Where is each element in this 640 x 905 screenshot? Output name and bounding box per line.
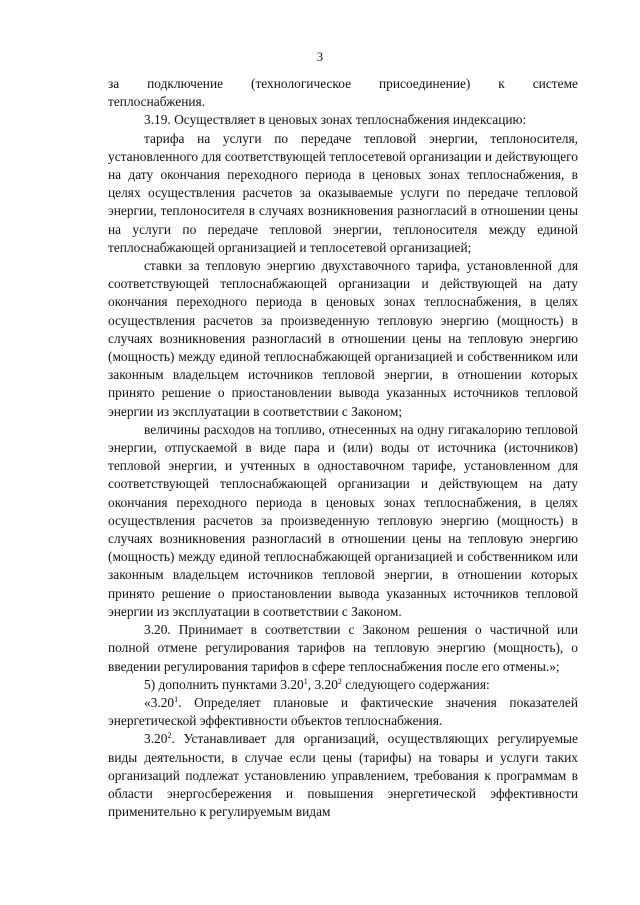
- item-5: [108, 676, 578, 694]
- item-5-suffix: следующего содержания:: [341, 676, 490, 692]
- item-5-prefix: 5) дополнить пунктами 3.20: [144, 676, 304, 692]
- paragraph-number: «3.20: [144, 694, 175, 710]
- paragraph-number: 3.20: [144, 731, 168, 747]
- superscript: 1: [303, 676, 308, 686]
- superscript: 1: [174, 694, 179, 704]
- continued-word: к: [498, 76, 505, 91]
- continued-word: (технологическое: [250, 76, 352, 91]
- continued-word: системе: [532, 76, 578, 91]
- paragraph: величины расходов на топливо, отнесенных на одну гигакалорию тепловой энергии, отпускаемой в виде пара и (или) воды от источника (источников) тепловой энергии, и учтенных в одноставочном тарифе, установленном для соответствующей теплоснабжающей организации и действующем на дату окончания переходного периода в ценовых зонах теплоснабжения, в целях осуществления расчетов за произведенную тепловую энергию (мощность) в случаях возникновения разногласий в отношении цены на тепловую энергию (мощность) между единой теплоснабжающей организацией и собственником или законным владельцем источников тепловой энергии, в отношении которых принято решение о приостановлении вывода указанных источников тепловой энергии из эксплуатации в соответствии с Законом.: [108, 421, 578, 619]
- continued-line: [108, 75, 578, 93]
- page-number: 3: [316, 50, 324, 64]
- paragraph-text: . Определяет плановые и фактические значения показателей энергетической эффективности объектов теплоснабжения.: [108, 694, 578, 729]
- paragraph-3-20-1: [108, 694, 578, 730]
- document-body: [108, 75, 578, 821]
- continued-word: за: [108, 76, 120, 91]
- paragraph-3-20: 3.20. Принимает в соответствии с Законом решения о частичной или полной отмене регулирования тарифов на тепловую энергию (мощность), о введении регулирования тарифов в сфере теплоснабжения после его отмены.»;: [108, 622, 578, 674]
- paragraph: ставки за тепловую энергию двухставочного тарифа, установленной для соответствующей теплоснабжающей организации и действующей на дату окончания переходного периода в ценовых зонах теплоснабжения, в целях осуществления расчетов за произведенную тепловую энергию (мощность) в случаях возникновения разногласий в отношении цены на тепловую энергию (мощность) между единой теплоснабжающей организацией и собственником или законным владельцем источников тепловой энергии, в отношении которых принято решение о приостановлении вывода указанных источников тепловой энергии из эксплуатации в соответствии с Законом;: [108, 258, 578, 419]
- continued-word: подключение: [147, 76, 224, 91]
- continued-word: присоединение): [378, 76, 471, 91]
- paragraph-text: . Устанавливает для организаций, осуществляющих регулируемые виды деятельности, в случае если цены (тарифы) на товары и услуги таких организаций подлежат установлению управлением, требования к программам в области энергосбережения и повышения энергетической эффективности применительно к регулируемым видам: [108, 731, 578, 820]
- item-5-mid: , 3.20: [307, 676, 338, 692]
- paragraph: тарифа на услуги по передаче тепловой энергии, теплоносителя, установленного для соответствующей теплосетевой организации и действующего на дату окончания переходного периода в ценовых зонах теплоснабжения, в целях осуществления расчетов за оказываемые услуги по передаче тепловой энергии, теплоносителя в случаях возникновения разногласий в отношении цены на услуги по передаче тепловой энергии, теплоносителя между единой теплоснабжающей организацией и теплосетевой организацией;: [108, 130, 578, 255]
- superscript: 2: [167, 731, 172, 741]
- paragraph-3-20-2: [108, 730, 578, 821]
- superscript: 2: [337, 676, 342, 686]
- paragraph: теплоснабжения.: [108, 94, 206, 110]
- paragraph-3-19: 3.19. Осуществляет в ценовых зонах теплоснабжения индексацию:: [144, 112, 527, 128]
